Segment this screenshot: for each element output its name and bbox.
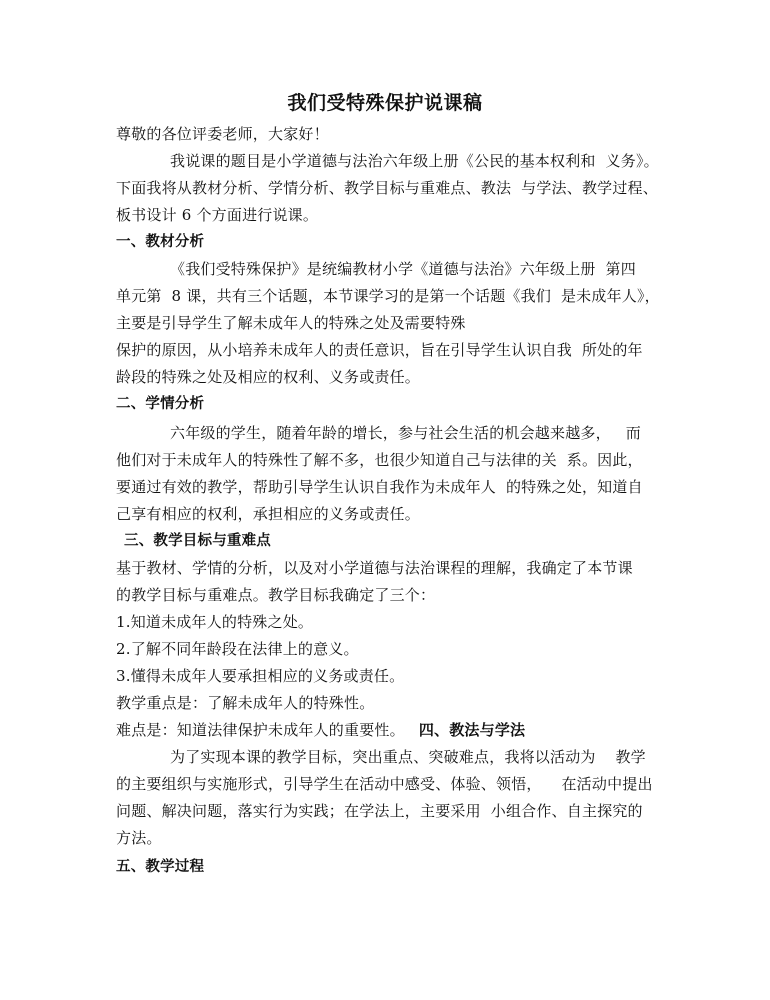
section-heading-student-analysis: 二、学情分析 xyxy=(116,396,205,412)
greeting: 尊敬的各位评委老师，大家好！ xyxy=(116,125,329,143)
intro-line-3: 板书设计 6 个方面进行说课。 xyxy=(116,206,319,224)
section2-line-1: 六年级的学生，随着年龄的增长，参与社会生活的机会越来越多， 而 xyxy=(170,424,641,442)
section-heading-objectives: 三、教学目标与重难点 xyxy=(124,533,271,549)
section-heading-teaching-process: 五、教学过程 xyxy=(116,859,205,875)
document-title: 我们受特殊保护说课稿 xyxy=(287,92,483,114)
section1-line-4: 保护的原因，从小培养未成年人的责任意识，旨在引导学生认识自我 所处的年 xyxy=(116,341,643,359)
objective-2: 2.了解不同年龄段在法律上的意义。 xyxy=(116,640,359,658)
objective-3: 3.懂得未成年人要承担相应的义务或责任。 xyxy=(116,667,405,685)
difficulty-line xyxy=(116,720,525,740)
section1-line-3: 主要是引导学生了解未成年人的特殊之处及需要特殊 xyxy=(116,314,466,332)
section4-line-4: 方法。 xyxy=(116,829,162,847)
key-point: 教学重点是：了解未成年人的特殊性。 xyxy=(116,694,375,712)
section2-line-2: 他们对于未成年人的特殊性了解不多，也很少知道自己与法律的关 系。因此， xyxy=(116,451,643,469)
section4-line-2: 的主要组织与实施形式，引导学生在活动中感受、体验、领悟， 在活动中提出 xyxy=(116,775,653,793)
section4-line-3: 问题、解决问题，落实行为实践；在学法上，主要采用 小组合作、自主探究的 xyxy=(116,802,643,820)
intro-line-2: 下面我将从教材分析、学情分析、教学目标与重难点、教法 与学法、教学过程、 xyxy=(116,179,658,197)
section1-line-5: 龄段的特殊之处及相应的权利、义务或责任。 xyxy=(116,368,421,386)
section2-line-4: 己享有相应的权利，承担相应的义务或责任。 xyxy=(116,505,421,523)
section2-line-3: 要通过有效的教学，帮助引导学生认识自我作为未成年人 的特殊之处，知道自 xyxy=(116,478,643,496)
section3-line-2: 的教学目标与重难点。教学目标我确定了三个： xyxy=(116,586,436,604)
section4-line-1: 为了实现本课的教学目标，突出重点、突破难点，我将以活动为 教学 xyxy=(170,748,646,766)
section1-line-2: 单元第 8 课，共有三个话题，本节课学习的是第一个话题《我们 是未成年人》， xyxy=(116,287,660,305)
objective-1: 1.知道未成年人的特殊之处。 xyxy=(116,613,314,631)
section-heading-methods: 四、教法与学法 xyxy=(418,721,526,739)
section3-line-1: 基于教材、学情的分析，以及对小学道德与法治课程的理解，我确定了本节课 xyxy=(116,559,633,577)
section1-line-1: 《我们受特殊保护》是统编教材小学《道德与法治》六年级上册 第四 xyxy=(170,260,636,278)
intro-line-1: 我说课的题目是小学道德与法治六年级上册《公民的基本权利和 义务》。 xyxy=(170,152,659,170)
section-heading-teaching-material: 一、教材分析 xyxy=(116,234,205,250)
difficulty-text: 难点是：知道法律保护未成年人的重要性。 xyxy=(116,721,405,739)
